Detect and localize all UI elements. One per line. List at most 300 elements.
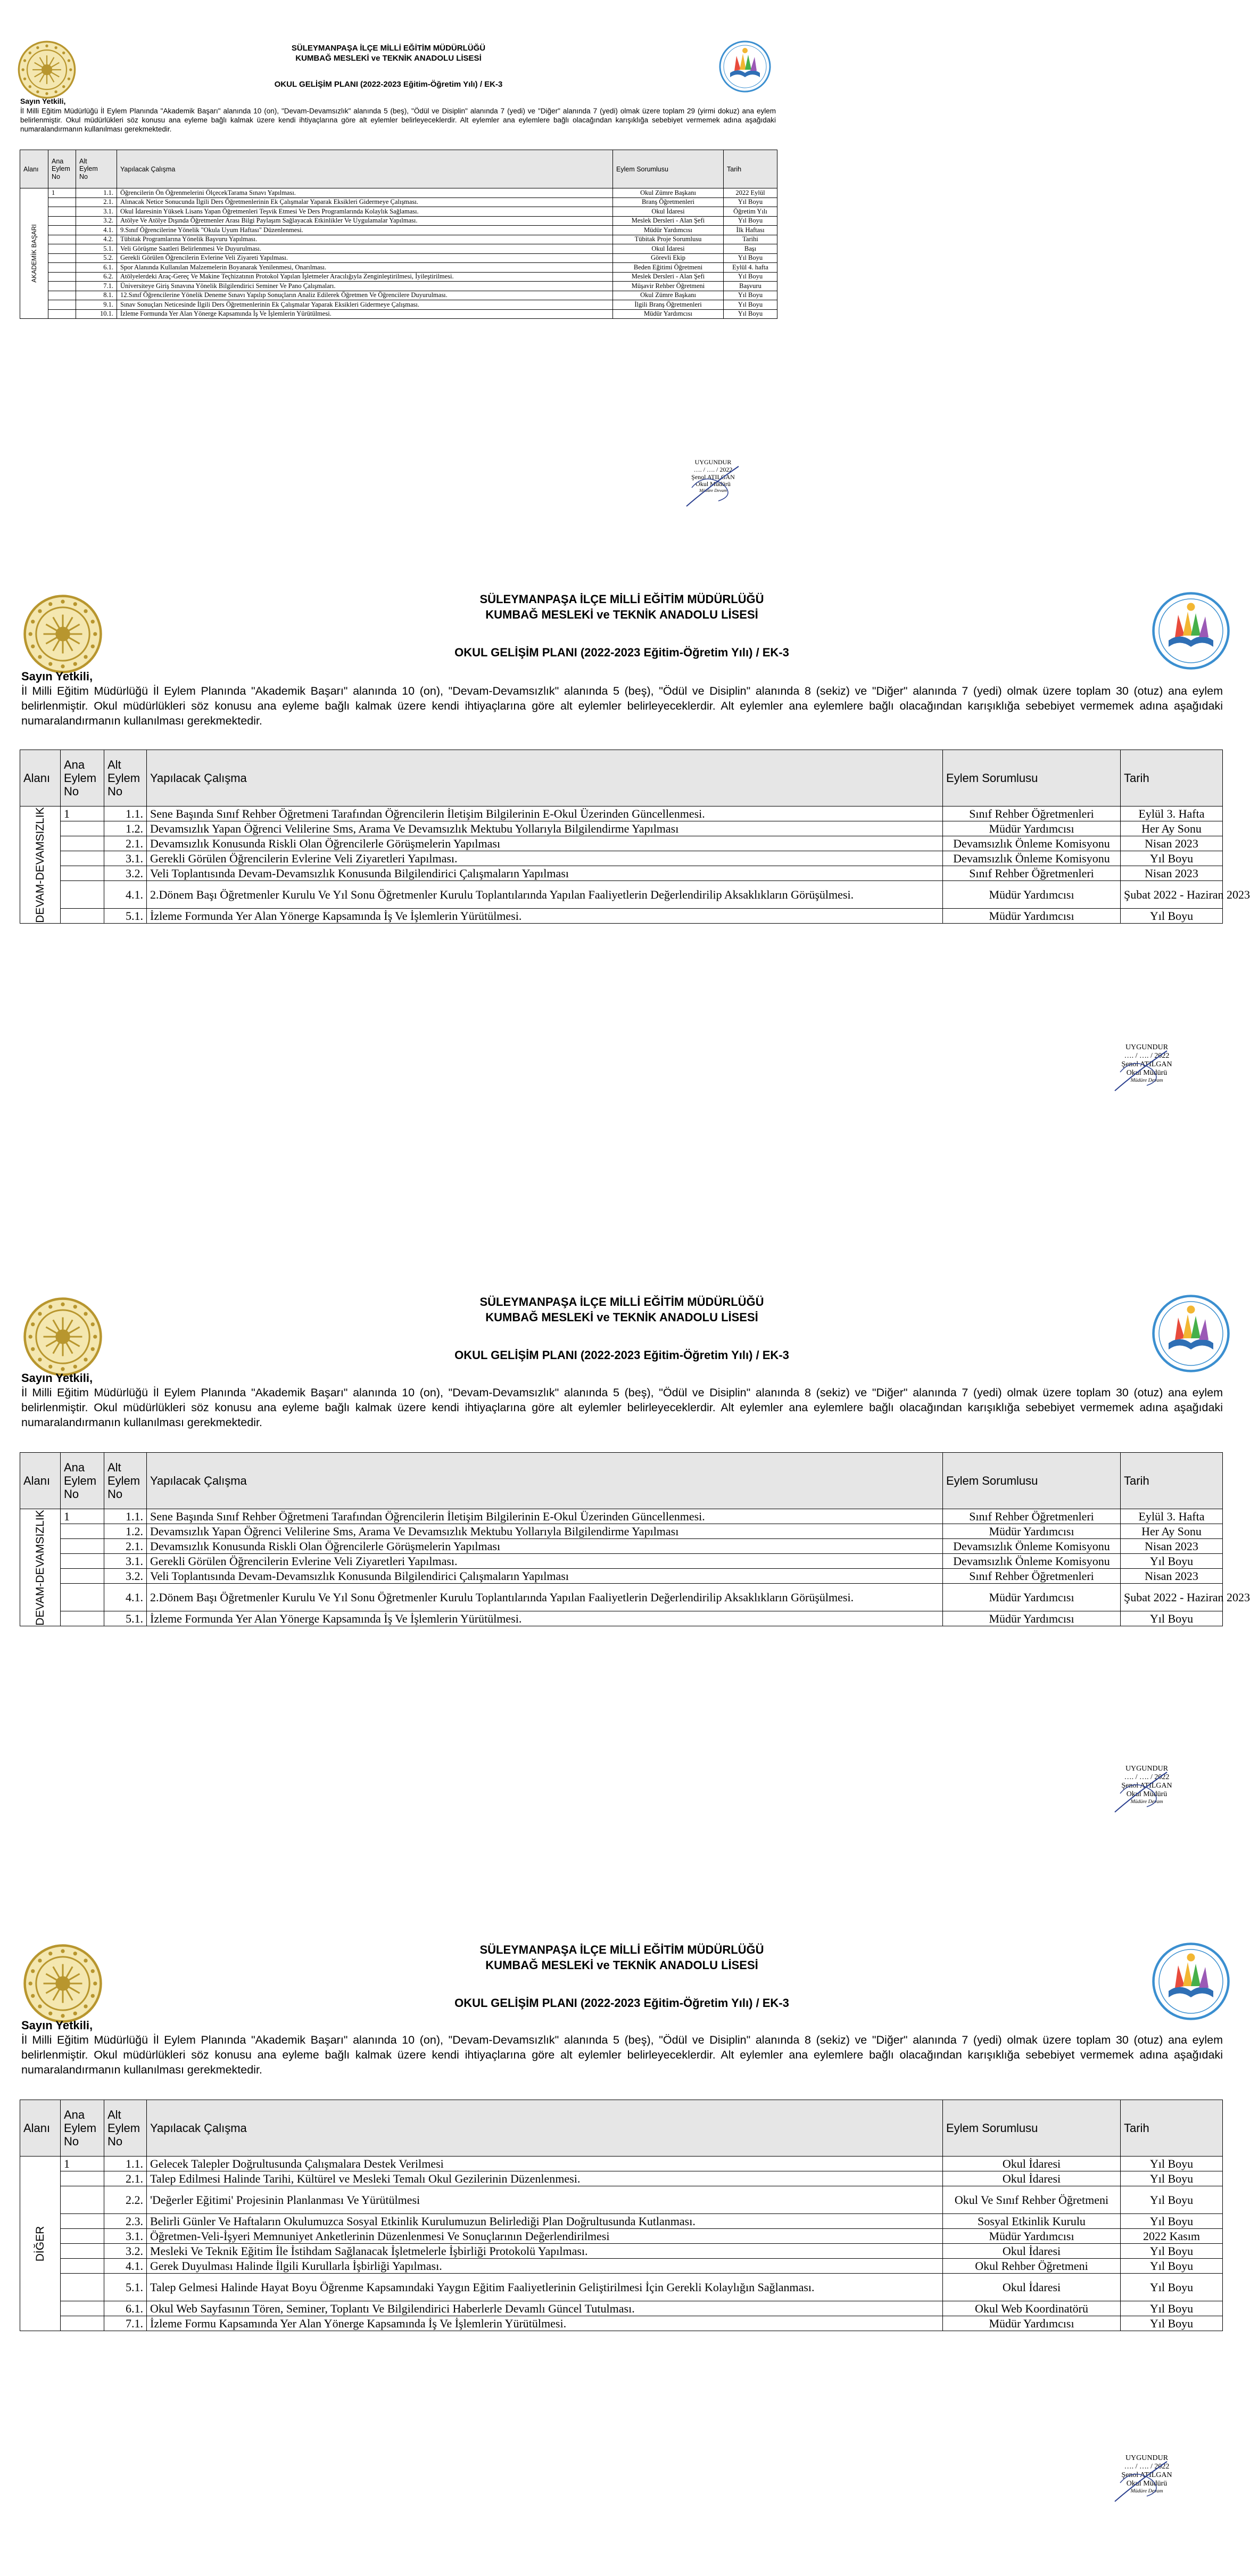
alt-eylem-no: 5.1. (76, 244, 117, 254)
due-date: İlk Haftası (724, 226, 777, 235)
table-row (20, 272, 777, 282)
alt-eylem-no: 7.1. (76, 282, 117, 291)
work-description: 2.Dönem Başı Öğretmenler Kurulu Ve Yıl Sonu Öğretmenler Kurulu Toplantılarında Yapılan Faaliyetlerin Değerlendirilip Aksaklıkların Görüşülmesi. (147, 881, 943, 909)
table-row (20, 2259, 1223, 2274)
responsible-person: Müdür Yardımcısı (943, 1584, 1121, 1611)
signature-scribble (1104, 2451, 1179, 2509)
salutation: Sayın Yetkili, (21, 2019, 93, 2032)
table-row (20, 1569, 1223, 1584)
signature-scribble (1104, 1762, 1179, 1820)
responsible-person: Sınıf Rehber Öğretmenleri (943, 806, 1121, 821)
due-date: Nisan 2023 (1121, 1539, 1223, 1554)
ana-eylem-no (61, 2229, 104, 2244)
plan-table-akademik (20, 150, 777, 319)
ana-eylem-no (48, 253, 76, 263)
due-date: Şubat 2022 - Haziran 2023 (1121, 1584, 1223, 1611)
work-description: Sınav Sonuçları Neticesinde İlgili Ders Öğretmenlerinin Ek Çalışmalar Yaparak Eksikleri Gidermeye Çalışması. (117, 300, 613, 310)
header-line-1: SÜLEYMANPAŞA İLÇE MİLLİ EĞİTİM MÜDÜRLÜĞÜ (479, 592, 764, 606)
responsible-person: Okul Ve Sınıf Rehber Öğretmeni (943, 2186, 1121, 2214)
due-date: Yıl Boyu (1121, 2301, 1223, 2316)
alt-eylem-no: 2.1. (104, 2171, 147, 2186)
work-description: İzleme Formunda Yer Alan Yönerge Kapsamında İş Ve İşlemlerin Yürütülmesi. (117, 309, 613, 319)
col-alt-eylem (104, 2100, 147, 2157)
work-description: Atölye Ve Atölye Dışında Öğretmenler Arası Bilgi Paylaşım Sağlayacak Etkinlikler Ve Uygulamalar Yapılması. (117, 216, 613, 226)
alt-eylem-no: 3.2. (76, 216, 117, 226)
ana-eylem-no (61, 1584, 104, 1611)
col-ana-eylem-word: Eylem (64, 771, 97, 785)
due-date: Yıl Boyu (1121, 909, 1223, 924)
intro-paragraph: İl Milli Eğitim Müdürlüğü İl Eylem Planında "Akademik Başarı" alanında 10 (on), "Devam-Devamsızlık" alanında 5 (beş), "Ödül ve Disiplin" alanında 8 (sekiz) ve "Diğer" alanında 7 (yedi) olmak üzere toplam 30 (otuz) ana eylem belirlenmiştir. Okul müdürlükleri söz konusu ana eyleme bağlı kalmak üzere kendi ihtiyaçlarına göre alt eylemler belirleyeceklerdir. Alt eylemler ana eylemlere bağlı olacağından karışıklığa sebebiyet vermemek adına aşağıdaki numaralandırmanın kullanılması gerekmektedir. (21, 2034, 1223, 2076)
due-date: Nisan 2023 (1121, 1569, 1223, 1584)
ana-eylem-no (48, 263, 76, 273)
table-row (20, 866, 1223, 881)
due-date: Şubat 2022 - Haziran 2023 (1121, 881, 1223, 909)
due-date: Nisan 2023 (1121, 836, 1223, 851)
ana-eylem-no: 1 (61, 2157, 104, 2171)
col-ana-eylem-word: Ana (64, 2108, 85, 2121)
due-date: Yıl Boyu (1121, 2244, 1223, 2259)
col-eylem-sorumlusu: Eylem Sorumlusu (613, 150, 724, 188)
col-alan: Alanı (20, 2100, 61, 2157)
table-row (20, 2157, 1223, 2171)
table-row (20, 282, 777, 291)
ana-eylem-no (48, 291, 76, 300)
col-eylem-sorumlusu: Eylem Sorumlusu (943, 2100, 1121, 2157)
responsible-person: Okul Zümre Başkanı (613, 291, 724, 300)
work-description: Atölyelerdeki Araç-Gereç Ve Makine Teçhizatının Protokol Yapılan İşletmeler Aracılığıyla Zenginleştirilmesi, İyileştirilmesi. (117, 272, 613, 282)
intro-paragraph: İl Milli Eğitim Müdürlüğü İl Eylem Planında "Akademik Başarı" alanında 10 (on), "Devam-Devamsızlık" alanında 5 (beş), "Ödül ve Disiplin" alanında 8 (sekiz) ve "Diğer" alanında 7 (yedi) olmak üzere toplam 30 (otuz) ana eylem belirlenmiştir. Okul müdürlükleri söz konusu ana eyleme bağlı kalmak üzere kendi ihtiyaçlarına göre alt eylemler belirleyeceklerdir. Alt eylemler ana eylemlere bağlı olacağından karışıklığa sebebiyet vermemek adına aşağıdaki numaralandırmanın kullanılması gerekmektedir. (21, 1386, 1223, 1429)
responsible-person: İlgili Branş Öğretmenleri (613, 300, 724, 310)
due-date: Yıl Boyu (724, 291, 777, 300)
header-line-2: KUMBAĞ MESLEKİ ve TEKNİK ANADOLU LİSESİ (485, 1958, 758, 1972)
approval-stamp-2 (1110, 1043, 1184, 1084)
ana-eylem-no (61, 1569, 104, 1584)
work-description: Gerekli Görülen Öğrencilerin Evlerine Veli Ziyaretleri Yapılması. (147, 851, 943, 866)
ana-eylem-no (61, 851, 104, 866)
alt-eylem-no: 1.1. (104, 2157, 147, 2171)
col-alt-eylem-word: Alt (107, 1460, 121, 1474)
work-description: Üniversiteye Giriş Sınavına Yönelik Bilgilendirici Seminer Ve Pano Çalışmaları. (117, 282, 613, 291)
responsible-person: Müdür Yardımcısı (943, 881, 1121, 909)
due-date: Yıl Boyu (724, 216, 777, 226)
table-row (20, 1539, 1223, 1554)
ana-eylem-no (61, 2186, 104, 2214)
col-ana-eylem-word: Eylem (52, 165, 70, 173)
table-row (20, 291, 777, 300)
responsible-person: Müdür Yardımcısı (613, 226, 724, 235)
table-row (20, 1524, 1223, 1539)
stamp-line-l3: Şenol ATILGAN (1121, 1782, 1172, 1790)
col-alt-eylem-word: No (107, 785, 123, 799)
ana-eylem-no (61, 909, 104, 924)
ana-eylem-no (61, 821, 104, 836)
table-row (20, 1554, 1223, 1569)
work-description: Talep Edilmesi Halinde Tarihi, Kültürel ve Mesleki Temalı Okul Gezilerinin Düzenlenmesi. (147, 2171, 943, 2186)
area-label (20, 806, 61, 924)
header-line-2: KUMBAĞ MESLEKİ ve TEKNİK ANADOLU LİSESİ (295, 54, 482, 63)
col-yapilacak-calisma: Yapılacak Çalışma (117, 150, 613, 188)
responsible-person: Devamsızlık Önleme Komisyonu (943, 836, 1121, 851)
stamp-line-l3: Şenol ATILGAN (1121, 1060, 1172, 1069)
alt-eylem-no: 8.1. (76, 291, 117, 300)
col-eylem-sorumlusu: Eylem Sorumlusu (943, 1453, 1121, 1509)
alt-eylem-no: 2.1. (104, 1539, 147, 1554)
ana-eylem-no (61, 2171, 104, 2186)
page-devam-2 (0, 1256, 1250, 1922)
col-tarih: Tarih (1121, 750, 1223, 806)
ana-eylem-no (48, 309, 76, 319)
stamp-line-l1: UYGUNDUR (1125, 1043, 1169, 1051)
col-ana-eylem (48, 150, 76, 188)
stamp-line-l3: Şenol ATILGAN (691, 473, 735, 481)
work-description: Gerekli Görülen Öğrencilerin Evlerine Veli Ziyaretleri Yapılması. (147, 1554, 943, 1569)
col-ana-eylem-word: Eylem (64, 2121, 97, 2135)
responsible-person: Okul İdaresi (943, 2274, 1121, 2301)
table-row (20, 1509, 1223, 1524)
due-date: Yıl Boyu (724, 197, 777, 207)
header-line-2: KUMBAĞ MESLEKİ ve TEKNİK ANADOLU LİSESİ (485, 608, 758, 621)
due-date: Yıl Boyu (724, 253, 777, 263)
due-date: Yıl Boyu (1121, 2157, 1223, 2171)
due-date: Eylül 3. Hafta (1121, 806, 1223, 821)
responsible-person: Müdür Yardımcısı (943, 2229, 1121, 2244)
due-date: Yıl Boyu (724, 272, 777, 282)
alt-eylem-no: 9.1. (76, 300, 117, 310)
page-diger (0, 1922, 1244, 2576)
stamp-line-l1: UYGUNDUR (1125, 2454, 1169, 2462)
table-row (20, 263, 777, 273)
work-description: Gerek Duyulması Halinde İlgili Kurullarla İşbirliği Yapılması. (147, 2259, 943, 2274)
responsible-person: Sosyal Etkinlik Kurulu (943, 2214, 1121, 2229)
col-alt-eylem (104, 750, 147, 806)
responsible-person: Beden Eğitimi Öğretmeni (613, 263, 724, 273)
due-date: Her Ay Sonu (1121, 821, 1223, 836)
ana-eylem-no: 1 (61, 806, 104, 821)
work-description: Tübitak Programlarına Yönelik Başvuru Yapılması. (117, 235, 613, 244)
table-row (20, 851, 1223, 866)
work-description: Devamsızlık Konusunda Riskli Olan Öğrencilerle Görüşmelerin Yapılması (147, 1539, 943, 1554)
alt-eylem-no: 1.1. (76, 188, 117, 198)
responsible-person: Okul İdaresi (943, 2157, 1121, 2171)
responsible-person: Okul Zümre Başkanı (613, 188, 724, 198)
area-label (20, 1509, 61, 1626)
responsible-person: Müdür Yardımcısı (943, 821, 1121, 836)
ana-eylem-no: 1 (48, 188, 76, 198)
due-date: Yıl Boyu (724, 309, 777, 319)
alt-eylem-no: 3.2. (104, 1569, 147, 1584)
stamp-signature-note: Müdüre Devam (1130, 2488, 1163, 2495)
table-row (20, 2171, 1223, 2186)
col-tarih: Tarih (1121, 1453, 1223, 1509)
table-row (20, 2214, 1223, 2229)
col-alt-eylem-word: No (107, 1487, 123, 1501)
col-tarih: Tarih (1121, 2100, 1223, 2157)
due-date: Eylül 4. hafta (724, 263, 777, 273)
stamp-line-l4: Okul Müdürü (1126, 2480, 1168, 2488)
due-date: Tarihi (724, 235, 777, 244)
alt-eylem-no: 7.1. (104, 2316, 147, 2331)
stamp-signature-note: Müdüre Devam (699, 488, 727, 493)
ana-eylem-no (48, 282, 76, 291)
ana-eylem-no (48, 272, 76, 282)
table-row (20, 188, 777, 198)
table-row (20, 2229, 1223, 2244)
work-description: İzleme Formunda Yer Alan Yönerge Kapsamında İş Ve İşlemlerin Yürütülmesi. (147, 909, 943, 924)
table-row (20, 806, 1223, 821)
col-ana-eylem-word: Ana (64, 1460, 85, 1474)
table-row (20, 2301, 1223, 2316)
col-ana-eylem-word: Ana (52, 157, 64, 165)
responsible-person: Branş Öğretmenleri (613, 197, 724, 207)
approval-stamp-3 (1110, 1765, 1184, 1805)
ana-eylem-no (61, 2301, 104, 2316)
due-date: Her Ay Sonu (1121, 1524, 1223, 1539)
ana-eylem-no (61, 1539, 104, 1554)
col-eylem-sorumlusu: Eylem Sorumlusu (943, 750, 1121, 806)
work-description: Mesleki Ve Teknik Eğitim İle İstihdam Sağlanacak İşletmelerle İşbirliği Protokolü Yapılması. (147, 2244, 943, 2259)
ana-eylem-no (61, 1611, 104, 1626)
work-description: Sene Başında Sınıf Rehber Öğretmeni Tarafından Öğrencilerin İletişim Bilgilerinin E-Okul Üzerinden Güncellenmesi. (147, 806, 943, 821)
due-date: Eylül 3. Hafta (1121, 1509, 1223, 1524)
col-alt-eylem-word: No (79, 172, 88, 180)
ana-eylem-no (61, 866, 104, 881)
alt-eylem-no: 5.2. (76, 253, 117, 263)
stamp-signature-note: Müdüre Devam (1130, 1077, 1163, 1084)
col-alt-eylem (76, 150, 117, 188)
responsible-person: Müdür Yardımcısı (613, 309, 724, 319)
ana-eylem-no (48, 244, 76, 254)
due-date: Yıl Boyu (1121, 2274, 1223, 2301)
salutation: Sayın Yetkili, (21, 1371, 93, 1385)
approval-stamp-1 (681, 459, 745, 493)
ana-eylem-no (61, 2259, 104, 2274)
work-description: Spor Alanında Kullanılan Malzemelerin Boyanarak Yenilenmesi, Onarılması. (117, 263, 613, 273)
ana-eylem-no (48, 300, 76, 310)
plan-table-devam (20, 1452, 1250, 1626)
plan-table-devam (20, 750, 1250, 924)
col-alt-eylem-word: Eylem (107, 771, 140, 785)
table-row (20, 881, 1223, 909)
alt-eylem-no: 1.1. (104, 1509, 147, 1524)
area-label-text: AKADEMİK BAŞARI (30, 224, 38, 283)
alt-eylem-no: 3.1. (104, 2229, 147, 2244)
responsible-person: Meslek Dersleri - Alan Şefi (613, 216, 724, 226)
work-description: Devamsızlık Konusunda Riskli Olan Öğrencilerle Görüşmelerin Yapılması (147, 836, 943, 851)
alt-eylem-no: 5.1. (104, 909, 147, 924)
alt-eylem-no: 3.1. (104, 851, 147, 866)
col-alt-eylem-word: Eylem (107, 1474, 140, 1487)
alt-eylem-no: 2.1. (104, 836, 147, 851)
responsible-person: Sınıf Rehber Öğretmenleri (943, 866, 1121, 881)
signature-scribble (1104, 1040, 1179, 1099)
table-row (20, 216, 777, 226)
ana-eylem-no (61, 881, 104, 909)
due-date: Yıl Boyu (1121, 851, 1223, 866)
ana-eylem-no (61, 1554, 104, 1569)
signature-scribble (676, 456, 750, 514)
work-description: 2.Dönem Başı Öğretmenler Kurulu Ve Yıl Sonu Öğretmenler Kurulu Toplantılarında Yapılan Faaliyetlerin Değerlendirilip Aksaklıkların Görüşülmesi. (147, 1584, 943, 1611)
work-description: Öğrencilerin Ön Öğrenmelerini ÖlçecekTarama Sınavı Yapılması. (117, 188, 613, 198)
page-akademik (0, 0, 1244, 532)
alt-eylem-no: 5.1. (104, 1611, 147, 1626)
work-description: Devamsızlık Yapan Öğrenci Velilerine Sms, Arama Ve Devamsızlık Mektubu Yollarıyla Bilgilendirme Yapılması (147, 821, 943, 836)
header-line-2: KUMBAĞ MESLEKİ ve TEKNİK ANADOLU LİSESİ (485, 1311, 758, 1324)
ana-eylem-no (61, 836, 104, 851)
area-label-text: DEVAM-DEVAMSIZLIK (34, 1509, 46, 1626)
col-ana-eylem-word: No (64, 1487, 79, 1501)
work-description: 'Değerler Eğitimi' Projesinin Planlanması Ve Yürütülmesi (147, 2186, 943, 2214)
stamp-line-l2: …. / …. / 2022 (693, 465, 733, 473)
col-alt-eylem-word: Alt (107, 758, 121, 771)
col-alt-eylem-word: Alt (107, 2108, 121, 2121)
responsible-person: Görevli Ekip (613, 253, 724, 263)
header-line-1: SÜLEYMANPAŞA İLÇE MİLLİ EĞİTİM MÜDÜRLÜĞÜ (479, 1943, 764, 1956)
responsible-person: Okul İdaresi (943, 2171, 1121, 2186)
work-description: Okul İdaresinin Yüksek Lisans Yapan Öğretmenleri Teşvik Etmesi Ve Ders Programlarında Kolaylık Sağlaması. (117, 207, 613, 217)
ana-eylem-no (61, 2244, 104, 2259)
due-date: Nisan 2023 (1121, 866, 1223, 881)
table-row (20, 2274, 1223, 2301)
alt-eylem-no: 5.1. (104, 2274, 147, 2301)
col-ana-eylem (61, 1453, 104, 1509)
alt-eylem-no: 2.2. (104, 2186, 147, 2214)
work-description: Veli Görüşme Saatleri Belirlenmesi Ve Duyurulması. (117, 244, 613, 254)
alt-eylem-no: 1.2. (104, 1524, 147, 1539)
col-alan: Alanı (20, 150, 48, 188)
work-description: Okul Web Sayfasının Tören, Seminer, Toplantı Ve Bilgilendirici Haberlerle Devamlı Güncel Tutulması. (147, 2301, 943, 2316)
alt-eylem-no: 10.1. (76, 309, 117, 319)
work-description: Alınacak Netice Sonucunda İlgili Ders Öğretmenlerinin Ek Çalışmalar Yaparak Eksikleri Gidermeye Çalışması. (117, 197, 613, 207)
responsible-person: Okul Web Koordinatörü (943, 2301, 1121, 2316)
table-row (20, 253, 777, 263)
table-row (20, 197, 777, 207)
responsible-person: Müdür Yardımcısı (943, 1524, 1121, 1539)
stamp-line-l4: Okul Müdürü (1126, 1790, 1168, 1799)
col-alan: Alanı (20, 1453, 61, 1509)
plan-table-diger (20, 2100, 1223, 2331)
salutation: Sayın Yetkili, (20, 97, 66, 105)
stamp-line-l4: Okul Müdürü (696, 480, 731, 488)
work-description: 12.Sınıf Öğrencilerine Yönelik Deneme Sınavı Yapılıp Sonuçların Analiz Edilerek Öğretmen Ve Öğrencilere Duyurulması. (117, 291, 613, 300)
alt-eylem-no: 4.1. (104, 881, 147, 909)
ana-eylem-no (61, 2316, 104, 2331)
due-date: 2022 Kasım (1121, 2229, 1223, 2244)
ana-eylem-no (61, 2214, 104, 2229)
alt-eylem-no: 4.1. (104, 2259, 147, 2274)
work-description: Veli Toplantısında Devam-Devamsızlık Konusunda Bilgilendirici Çalışmaların Yapılması (147, 866, 943, 881)
due-date: Yıl Boyu (1121, 1554, 1223, 1569)
page-devam-1 (0, 532, 1250, 1256)
col-alt-eylem-word: Eylem (107, 2121, 140, 2135)
alt-eylem-no: 3.2. (104, 866, 147, 881)
table-row (20, 207, 777, 217)
work-description: Talep Gelmesi Halinde Hayat Boyu Öğrenme Kapsamındaki Yaygın Eğitim Faaliyetlerinin Geliştirilmesi İçin Gerekli Kolaylığın Sağlanması. (147, 2274, 943, 2301)
col-ana-eylem-word: Eylem (64, 1474, 97, 1487)
header-line-1: SÜLEYMANPAŞA İLÇE MİLLİ EĞİTİM MÜDÜRLÜĞÜ (479, 1295, 764, 1308)
col-tarih: Tarih (724, 150, 777, 188)
responsible-person: Müdür Yardımcısı (943, 1611, 1121, 1626)
alt-eylem-no: 6.1. (104, 2301, 147, 2316)
due-date: Başı (724, 244, 777, 254)
responsible-person: Müdür Yardımcısı (943, 909, 1121, 924)
col-ana-eylem-word: Ana (64, 758, 85, 771)
col-alt-eylem (104, 1453, 147, 1509)
responsible-person: Tübitak Proje Sorumlusu (613, 235, 724, 244)
header-line-1: SÜLEYMANPAŞA İLÇE MİLLİ EĞİTİM MÜDÜRLÜĞÜ (291, 44, 486, 53)
approval-stamp-4 (1110, 2454, 1184, 2495)
table-row (20, 226, 777, 235)
stamp-line-l2: …. / …. / 2022 (1124, 1052, 1170, 1060)
table-row (20, 1611, 1223, 1626)
ana-eylem-no (61, 2274, 104, 2301)
due-date: Öğretim Yılı (724, 207, 777, 217)
stamp-line-l1: UYGUNDUR (694, 458, 732, 466)
responsible-person: Müdür Yardımcısı (943, 2316, 1121, 2331)
due-date: 2022 Eylül (724, 188, 777, 198)
alt-eylem-no: 2.3. (104, 2214, 147, 2229)
responsible-person: Okul İdaresi (613, 207, 724, 217)
due-date: Başvuru (724, 282, 777, 291)
table-row (20, 836, 1223, 851)
due-date: Yıl Boyu (1121, 2214, 1223, 2229)
table-row (20, 300, 777, 310)
table-row (20, 2186, 1223, 2214)
ana-eylem-no (61, 1524, 104, 1539)
plan-title: OKUL GELİŞİM PLANI (2022-2023 Eğitim-Öğretim Yılı) / EK-3 (454, 1996, 789, 2010)
alt-eylem-no: 1.2. (104, 821, 147, 836)
ana-eylem-no (48, 207, 76, 217)
table-row (20, 309, 777, 319)
col-yapilacak-calisma: Yapılacak Çalışma (147, 1453, 943, 1509)
intro-paragraph: İl Milli Eğitim Müdürlüğü İl Eylem Planında "Akademik Başarı" alanında 10 (on), "Devam-Devamsızlık" alanında 5 (beş), "Ödül ve Disiplin" alanında 7 (yedi) ve "Diğer" alanında 7 (yedi) olmak üzere toplam 29 (yirmi dokuz) ana eylem belirlenmiştir. Okul müdürlükleri söz konusu ana eyleme bağlı kalmak üzere kendi ihtiyaçlarına göre alt eylemler belirleyeceklerdir. Alt eylemler ana eylemlere bağlı olacağından karışıklığa sebebiyet vermemek adına aşağıdaki numaralandırmanın kullanılması gerekmektedir. (20, 107, 776, 133)
area-label-text: DİĞER (34, 2226, 46, 2261)
plan-title: OKUL GELİŞİM PLANI (2022-2023 Eğitim-Öğretim Yılı) / EK-3 (274, 80, 503, 89)
due-date: Yıl Boyu (1121, 2186, 1223, 2214)
plan-title: OKUL GELİŞİM PLANI (2022-2023 Eğitim-Öğretim Yılı) / EK-3 (454, 646, 789, 659)
ana-eylem-no (48, 197, 76, 207)
work-description: İzleme Formu Kapsamında Yer Alan Yönerge Kapsamında İş Ve İşlemlerin Yürütülmesi. (147, 2316, 943, 2331)
responsible-person: Okul İdaresi (943, 2244, 1121, 2259)
col-ana-eylem-word: No (64, 2135, 79, 2149)
ana-eylem-no (48, 216, 76, 226)
due-date: Yıl Boyu (1121, 2259, 1223, 2274)
col-ana-eylem-word: No (52, 172, 60, 180)
alt-eylem-no: 2.1. (76, 197, 117, 207)
ana-eylem-no (48, 235, 76, 244)
area-label (20, 188, 48, 319)
responsible-person: Devamsızlık Önleme Komisyonu (943, 1539, 1121, 1554)
alt-eylem-no: 4.1. (76, 226, 117, 235)
table-row (20, 821, 1223, 836)
stamp-line-l1: UYGUNDUR (1125, 1765, 1169, 1773)
work-description: Gerekli Görülen Öğrencilerin Evlerine Veli Ziyareti Yapılması. (117, 253, 613, 263)
stamp-line-l2: …. / …. / 2022 (1124, 2463, 1170, 2471)
col-alt-eylem-word: Alt (79, 157, 87, 165)
col-yapilacak-calisma: Yapılacak Çalışma (147, 2100, 943, 2157)
responsible-person: Sınıf Rehber Öğretmenleri (943, 1569, 1121, 1584)
work-description: Gelecek Talepler Doğrultusunda Çalışmalara Destek Verilmesi (147, 2157, 943, 2171)
work-description: 9.Sınıf Öğrencilerine Yönelik "Okula Uyum Haftası" Düzenlenmesi. (117, 226, 613, 235)
work-description: Veli Toplantısında Devam-Devamsızlık Konusunda Bilgilendirici Çalışmaların Yapılması (147, 1569, 943, 1584)
responsible-person: Müşavir Rehber Öğretmeni (613, 282, 724, 291)
work-description: Öğretmen-Veli-İşyeri Memnuniyet Anketlerinin Düzenlenmesi Ve Sonuçlarının Değerlendirilmesi (147, 2229, 943, 2244)
stamp-line-l4: Okul Müdürü (1126, 1069, 1168, 1077)
stamp-line-l3: Şenol ATILGAN (1121, 2471, 1172, 2480)
responsible-person: Devamsızlık Önleme Komisyonu (943, 1554, 1121, 1569)
table-row (20, 909, 1223, 924)
responsible-person: Sınıf Rehber Öğretmenleri (943, 1509, 1121, 1524)
table-row (20, 2316, 1223, 2331)
